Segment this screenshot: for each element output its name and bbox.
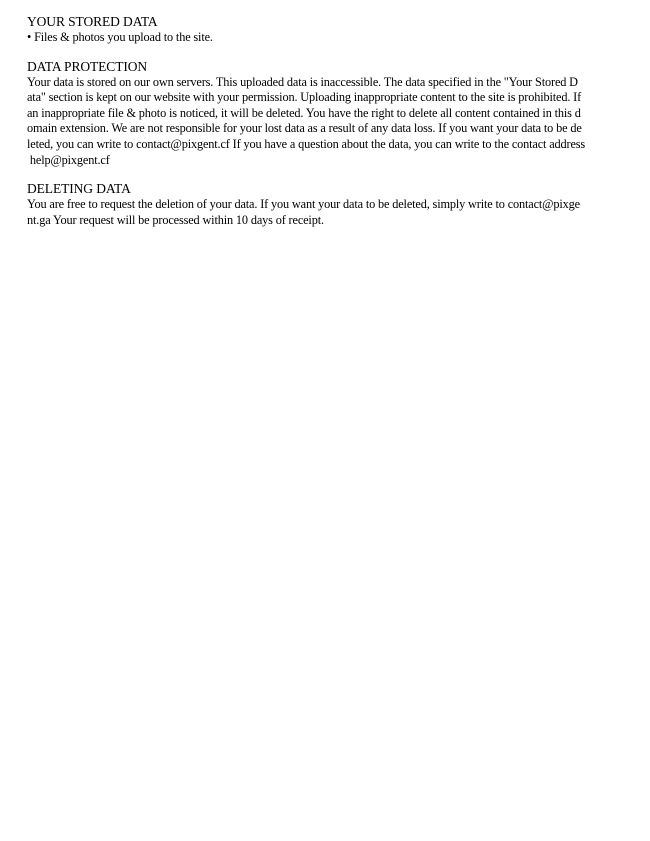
- deleting-data-line: nt.ga Your request will be processed within 10 days of receipt.: [27, 212, 324, 227]
- data-protection-section: [27, 59, 627, 169]
- stored-data-heading: YOUR STORED DATA: [27, 14, 158, 29]
- deleting-data-line: You are free to request the deletion of your data. If you want your data to be deleted, simply write to contact@pixge: [27, 197, 580, 212]
- data-protection-line: leted, you can write to contact@pixgent.cf If you have a question about the data, you can write to the contact address: [27, 136, 586, 151]
- deleting-data-section: [27, 181, 627, 228]
- data-protection-line: Your data is stored on our own servers. This uploaded data is inaccessible. The data specified in the "Your Stored D: [27, 74, 578, 89]
- stored-data-item: • Files & photos you upload to the site.: [27, 30, 213, 44]
- stored-data-section: [27, 14, 627, 46]
- data-protection-line: omain extension. We are not responsible for your lost data as a result of any data loss. If you want your data to be de: [27, 121, 582, 136]
- data-protection-line: an inappropriate file & photo is noticed, it will be deleted. You have the right to delete all content contained in this d: [27, 105, 581, 120]
- deleting-data-heading: DELETING DATA: [27, 181, 131, 197]
- data-protection-line: help@pixgent.cf: [27, 152, 110, 167]
- data-protection-heading: DATA PROTECTION: [27, 58, 148, 74]
- data-protection-line: ata" section is kept on our website with your permission. Uploading inappropriate content to the site is prohibited. If: [27, 90, 582, 105]
- policy-document: [27, 14, 627, 241]
